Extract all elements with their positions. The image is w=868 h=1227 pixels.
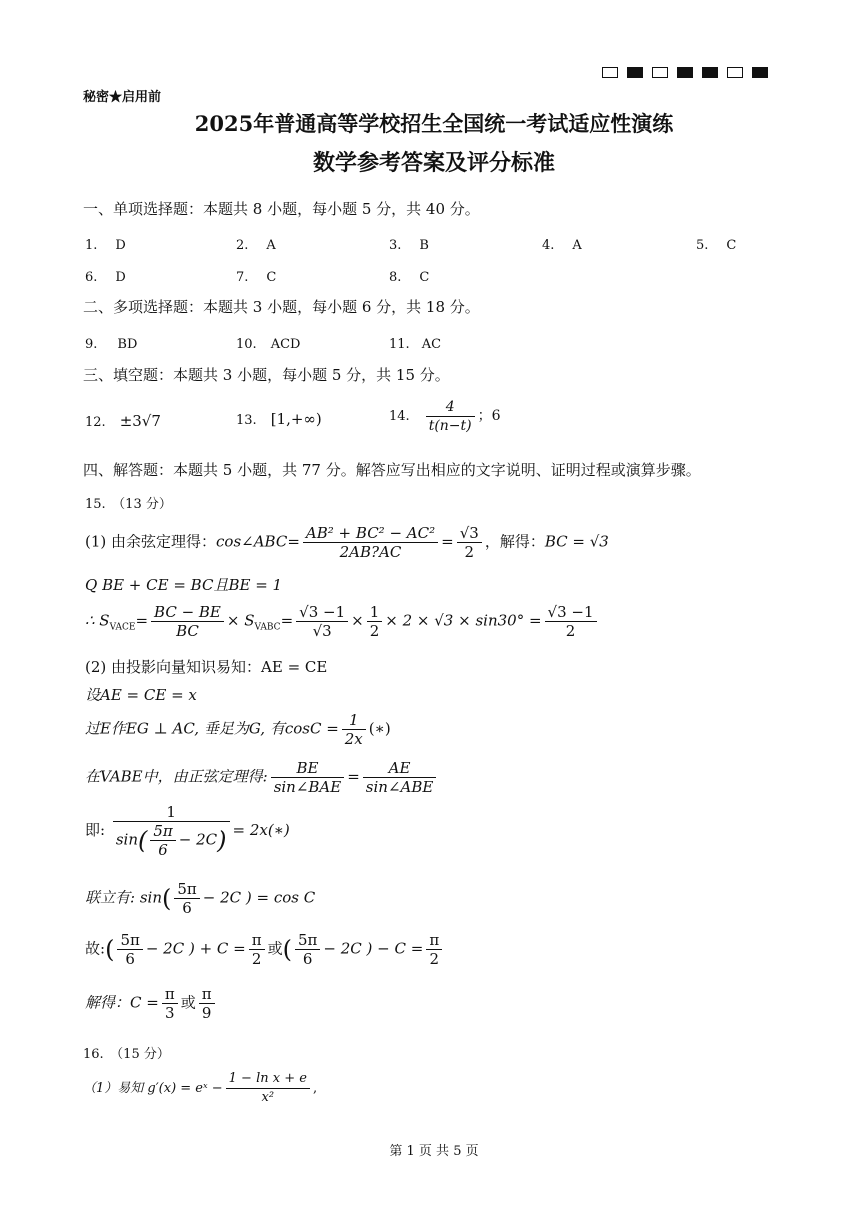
- q15-line9: 联立有: sin( $\frac{5\pi}{6}$ − 2C ) = cos C: [85, 880, 316, 917]
- answer-6: 6. D: [85, 270, 126, 285]
- q16-label: 16. （15 分）: [83, 1047, 170, 1062]
- section1-heading: 一、单项选择题：本题共 8 小题，每小题 5 分，共 40 分。: [83, 200, 480, 218]
- secret-mark: 秘密★启用前: [83, 90, 162, 105]
- answer-10: 10. ACD: [236, 337, 301, 352]
- q15-part2: (2) 由投影向量知识易知：AE = CE: [85, 658, 328, 676]
- answer-12: 12. ±3√7: [85, 412, 161, 430]
- answer-1: 1. D: [85, 238, 126, 253]
- q15-label: 15. （13 分）: [85, 497, 172, 512]
- answer-2: 2. A: [236, 238, 276, 253]
- answer-8: 8. C: [389, 270, 430, 285]
- answer-9: 9. BD: [85, 337, 138, 352]
- q15-line10: 故:( $\frac{5\pi}{6}$ − 2C ) + C = $\frac{\pi}{2}$ 或( $\frac{5\pi}{6}$ − 2C ) − C = $\frac{\pi}{2}$: [85, 931, 445, 968]
- section2-heading: 二、多项选择题：本题共 3 小题，每小题 6 分，共 18 分。: [83, 298, 480, 316]
- q15-line5: 设AE = CE = x: [85, 686, 197, 704]
- q15-line2: Q BE + CE = BC且BE = 1: [85, 576, 283, 594]
- q15-line1: (1) 由余弦定理得：cos∠ABC= $\frac{\text{AB² + BC² − AC²}}{2AB?AC}$ = $\frac{√3}{2}$ ，解得：BC = √3: [85, 524, 609, 561]
- answer-7: 7. C: [236, 270, 277, 285]
- answer-title: 数学参考答案及评分标准: [312, 150, 555, 176]
- answer-14: 14. $\frac{4}{t(n-t)}$ ；6: [389, 399, 501, 434]
- answer-11: 11. AC: [389, 337, 442, 352]
- answer-13: 13. [1,+∞): [236, 410, 322, 428]
- q15-line3: ∴ $S_{VACE}=$ $\frac{BC - BE}{BC}$ × $S_{VABC}=$ $\frac{√3 -1}{√3}$ × $\frac{1}{2}$ × 2 × √3 × sin30° = $\frac{√3 -1}{2}$: [85, 603, 600, 640]
- section4-heading: 四、解答题：本题共 5 小题，共 77 分。解答应写出相应的文字说明、证明过程或演算步骤。: [83, 461, 701, 479]
- q16-line1: （1）易知 g′(x) = eˣ − $\frac{\text{1 − ln x + e}}{\text{x²}}$ ,: [83, 1071, 318, 1105]
- section3-heading: 三、填空题：本题共 3 小题，每小题 5 分，共 15 分。: [83, 366, 450, 384]
- answer-5: 5. C: [696, 238, 737, 253]
- barcode-boxes: [602, 67, 768, 78]
- answer-4: 4. A: [542, 238, 582, 253]
- answer-3: 3. B: [389, 238, 429, 253]
- exam-title: 2025年普通高等学校招生全国统一考试适应性演练: [194, 111, 674, 136]
- q15-line7: 在VABE中，由正弦定理得: $\frac{BE}{\text{sin∠BAE}}$ = $\frac{AE}{\text{sin∠ABE}}$: [85, 759, 439, 796]
- page-footer: 第 1 页 共 5 页: [389, 1144, 479, 1159]
- q15-line6: 过E作EG ⊥ AC, 垂足为G, 有cosC = $\frac{1}{2x}$ (∗): [85, 711, 391, 748]
- q15-line8: 即: 1 sin( $\frac{5\pi}{6}$ − 2C) = 2x(∗): [85, 803, 290, 859]
- q15-line11: 解得：C = $\frac{\pi}{3}$ 或 $\frac{\pi}{9}$: [85, 985, 218, 1022]
